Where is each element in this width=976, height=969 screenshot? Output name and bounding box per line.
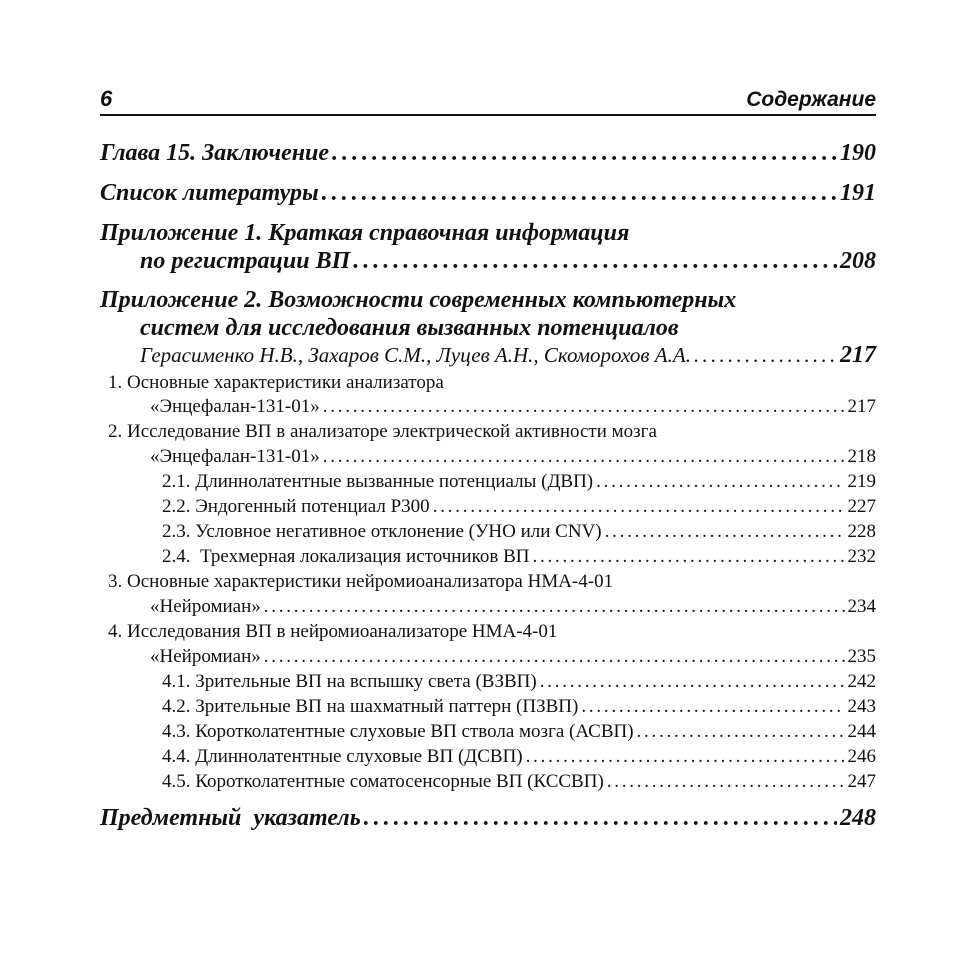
toc-entry-text: 4.3. Коротколатентные слуховые ВП ствола мозга (АСВП) bbox=[162, 721, 634, 742]
toc-entry-chapter-15 bbox=[100, 140, 876, 167]
toc-entry-page: 217 bbox=[847, 396, 876, 417]
dot-leader bbox=[364, 805, 837, 832]
dot-leader bbox=[433, 496, 845, 518]
toc-section-1 bbox=[150, 396, 876, 418]
toc-entry-page: 219 bbox=[847, 471, 876, 492]
toc-section-2-1 bbox=[162, 471, 876, 493]
toc-entry-text: «Нейромиан» bbox=[150, 596, 261, 617]
toc-section-2-3 bbox=[162, 521, 876, 543]
toc-entry-text: 2.4. Трехмерная локализация источников ВП bbox=[162, 546, 530, 567]
page-header bbox=[100, 84, 876, 116]
dot-leader bbox=[637, 721, 845, 743]
dot-leader bbox=[605, 521, 845, 543]
toc-section-2-title: 2. Исследование ВП в анализаторе электрической активности мозга bbox=[108, 421, 657, 442]
toc-entry-text: Предметный указатель bbox=[100, 805, 361, 831]
toc-section-4 bbox=[150, 646, 876, 668]
toc-entry-literature bbox=[100, 180, 876, 207]
toc-entry-text: по регистрации ВП bbox=[140, 248, 351, 274]
dot-leader bbox=[264, 646, 845, 668]
toc-entry-text: 2.3. Условное негативное отклонение (УНО или CNV) bbox=[162, 521, 602, 542]
dot-leader bbox=[596, 471, 844, 493]
toc-entry-page: 242 bbox=[847, 671, 876, 692]
dot-leader bbox=[264, 596, 845, 618]
toc-entry-page: 247 bbox=[847, 771, 876, 792]
dot-leader bbox=[322, 180, 837, 207]
toc-entry-text: «Нейромиан» bbox=[150, 646, 261, 667]
dot-leader bbox=[332, 140, 837, 167]
toc-section-4-title: 4. Исследования ВП в нейромиоанализаторе НМА-4-01 bbox=[108, 621, 558, 642]
toc-entry-text: «Энцефалан-131-01» bbox=[150, 446, 320, 467]
toc-entry-text: Герасименко Н.В., Захаров С.М., Луцев А.Н., Скоморохов А.А. bbox=[140, 343, 691, 367]
toc-entry-page: 218 bbox=[847, 446, 876, 467]
toc-entry-page: 246 bbox=[847, 746, 876, 767]
toc-section-3 bbox=[150, 596, 876, 618]
toc-entry-page: 217 bbox=[840, 342, 876, 368]
dot-leader bbox=[607, 771, 845, 793]
toc-entry-appendix-2-subtitle: систем для исследования вызванных потенциалов bbox=[140, 315, 679, 341]
toc-entry-text: Список литературы bbox=[100, 180, 319, 206]
toc-entry-page: 227 bbox=[847, 496, 876, 517]
toc-section-4-5 bbox=[162, 771, 876, 793]
toc-section-4-1 bbox=[162, 671, 876, 693]
dot-leader bbox=[581, 696, 844, 718]
header-page-number: 6 bbox=[100, 86, 113, 111]
toc-section-4-2 bbox=[162, 696, 876, 718]
toc-entry-text: 4.1. Зрительные ВП на вспышку света (ВЗВП) bbox=[162, 671, 537, 692]
toc-entry-appendix-2-title: Приложение 2. Возможности современных компьютерных bbox=[100, 287, 737, 313]
toc-section-4-4 bbox=[162, 746, 876, 768]
toc-entry-page: 208 bbox=[840, 248, 876, 274]
dot-leader bbox=[540, 671, 845, 693]
dot-leader bbox=[353, 248, 837, 275]
toc-entry-page: 244 bbox=[847, 721, 876, 742]
toc-entry-appendix-1 bbox=[140, 248, 876, 275]
toc-entry-page: 228 bbox=[847, 521, 876, 542]
toc-entry-text: 4.4. Длиннолатентные слуховые ВП (ДСВП) bbox=[162, 746, 523, 767]
toc-entry-text: Глава 15. Заключение bbox=[100, 140, 330, 166]
toc-section-2 bbox=[150, 446, 876, 468]
toc-entry-page: 234 bbox=[847, 596, 876, 617]
toc-section-4-3 bbox=[162, 721, 876, 743]
toc-entry-page: 235 bbox=[847, 646, 876, 667]
toc-section-3-title: 3. Основные характеристики нейромиоанализатора НМА-4-01 bbox=[108, 571, 614, 592]
header-title: Содержание bbox=[746, 88, 876, 111]
toc-entry-text: 4.5. Коротколатентные соматосенсорные ВП (КССВП) bbox=[162, 771, 604, 792]
toc-entry-page: 243 bbox=[847, 696, 876, 717]
toc-entry-page: 248 bbox=[840, 805, 876, 831]
dot-leader bbox=[694, 343, 837, 368]
dot-leader bbox=[526, 746, 845, 768]
toc-section-2-2 bbox=[162, 496, 876, 518]
toc-entry-text: 2.1. Длиннолатентные вызванные потенциалы (ДВП) bbox=[162, 471, 594, 492]
dot-leader bbox=[533, 546, 845, 568]
toc-entry-index bbox=[100, 805, 876, 832]
toc-entry-page: 190 bbox=[840, 140, 876, 166]
dot-leader bbox=[323, 396, 845, 418]
toc-section-1-title: 1. Основные характеристики анализатора bbox=[108, 372, 444, 393]
toc-section-2-4 bbox=[162, 546, 876, 568]
toc-entry-text: «Энцефалан-131-01» bbox=[150, 396, 320, 417]
toc-entry-text: 4.2. Зрительные ВП на шахматный паттерн (ПЗВП) bbox=[162, 696, 579, 717]
toc-entry-appendix-1-title: Приложение 1. Краткая справочная информация bbox=[100, 220, 630, 246]
toc-entry-appendix-2-authors bbox=[140, 342, 876, 369]
dot-leader bbox=[323, 446, 845, 468]
toc-entry-page: 191 bbox=[840, 180, 876, 206]
toc-entry-page: 232 bbox=[847, 546, 876, 567]
toc-entry-text: 2.2. Эндогенный потенциал Р300 bbox=[162, 496, 430, 517]
